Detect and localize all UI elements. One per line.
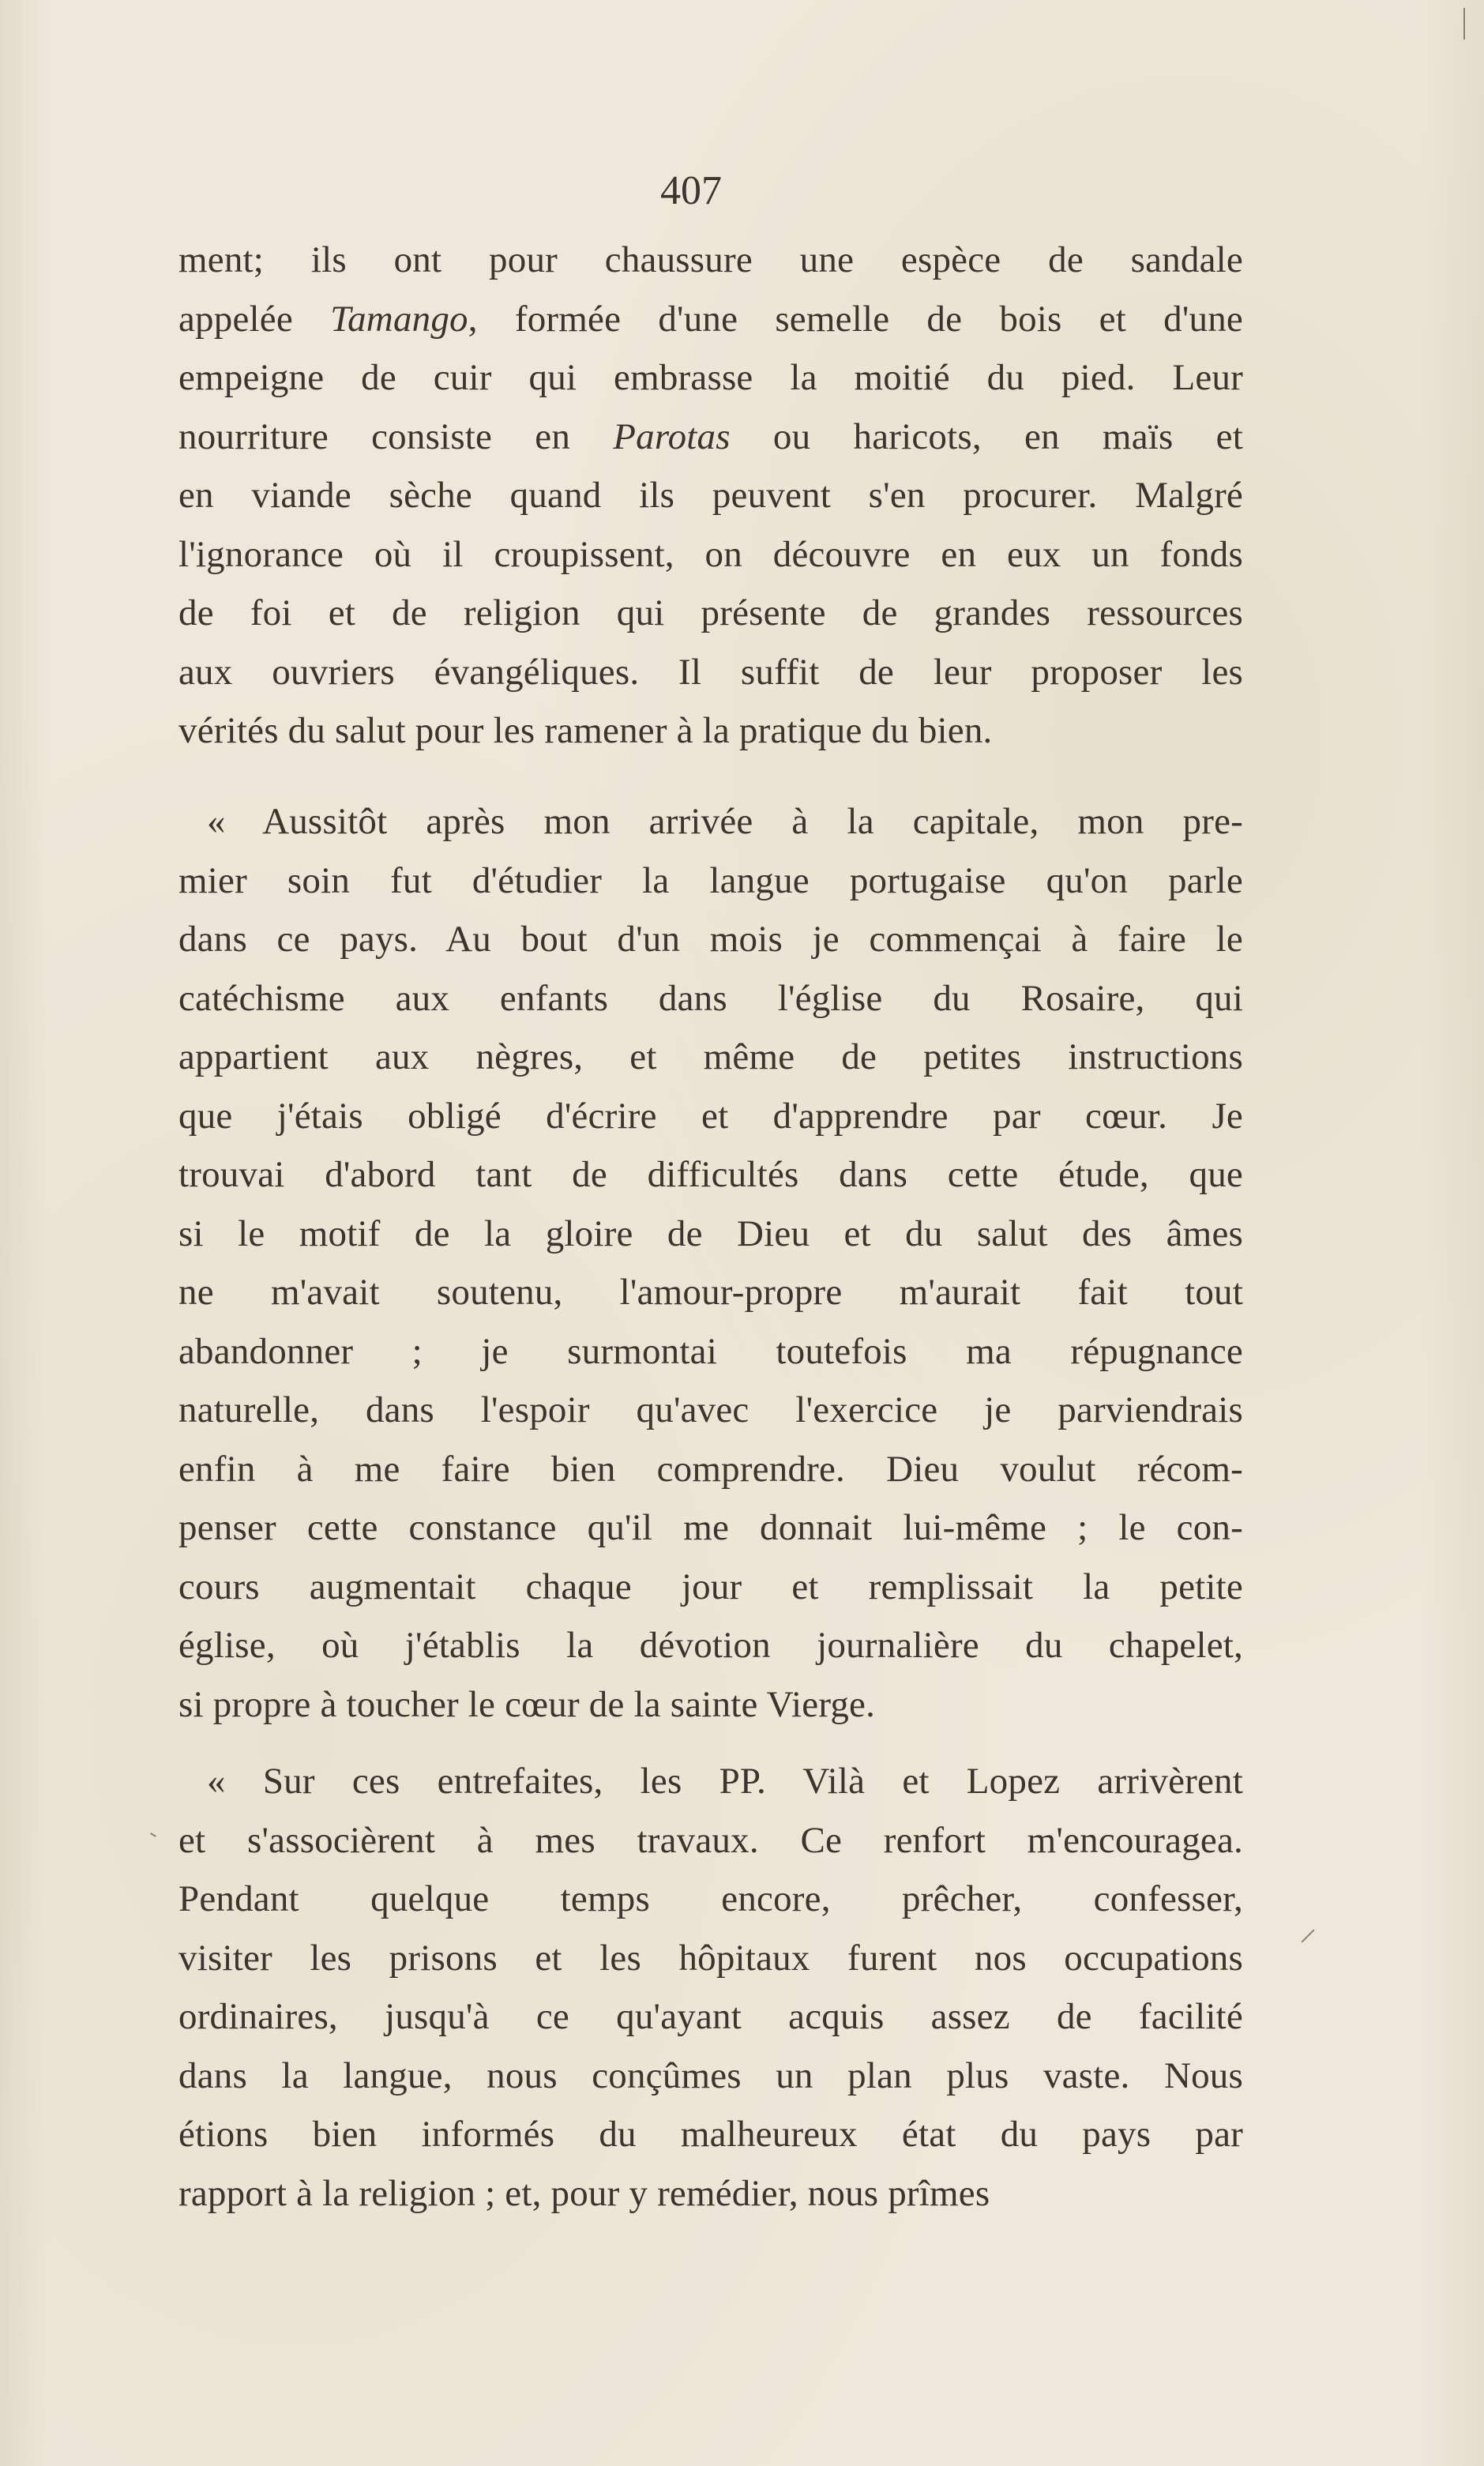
text-line: trouvai d'abord tant de difficultés dans cette étude, que bbox=[178, 1154, 1243, 1195]
italic-term: Parotas bbox=[613, 415, 731, 457]
text-line: vérités du salut pour les ramener à la pratique du bien. bbox=[178, 710, 993, 751]
text-line: de foi et de religion qui présente de grandes ressources bbox=[178, 592, 1243, 633]
margin-mark bbox=[1302, 1930, 1315, 1943]
text-line: empeigne de cuir qui embrasse la moitié du pied. Leur bbox=[178, 357, 1243, 398]
text-line: Pendant quelque temps encore, prêcher, confesser, bbox=[178, 1878, 1243, 1919]
text-line: enfin à me faire bien comprendre. Dieu voulut récom- bbox=[178, 1448, 1243, 1490]
text-line: appartient aux nègres, et même de petites instructions bbox=[178, 1036, 1243, 1077]
text-line: catéchisme aux enfants dans l'église du Rosaire, qui bbox=[178, 977, 1243, 1019]
text-line: mier soin fut d'étudier la langue portugaise qu'on parle bbox=[178, 859, 1243, 901]
text-line: étions bien informés du malheureux état du pays par bbox=[178, 2114, 1243, 2155]
text-line: naturelle, dans l'espoir qu'avec l'exercice je parviendrais bbox=[178, 1389, 1243, 1430]
paragraph-3 bbox=[178, 1752, 1243, 2223]
text-line: aux ouvriers évangéliques. Il suffit de leur proposer les bbox=[178, 651, 1243, 693]
text-line: visiter les prisons et les hôpitaux furent nos occupations bbox=[178, 1937, 1243, 1979]
margin-mark bbox=[150, 1833, 156, 1837]
margin-mark bbox=[1463, 8, 1465, 39]
text-line: cours augmentait chaque jour et remplissait la petite bbox=[178, 1566, 1243, 1607]
text-line: l'ignorance où il croupissent, on découvre en eux un fonds bbox=[178, 533, 1243, 575]
text-line: « Sur ces entrefaites, les PP. Vilà et Lopez arrivèrent bbox=[207, 1761, 1243, 1802]
text-line: appelée Tamango, formée d'une semelle de bois et d'une bbox=[178, 298, 1243, 340]
text-line: ment; ils ont pour chaussure une espèce de sandale bbox=[178, 239, 1243, 280]
italic-term: Tamango bbox=[330, 298, 468, 340]
paragraph-1 bbox=[178, 231, 1243, 761]
text-line: dans la langue, nous conçûmes un plan plus vaste. Nous bbox=[178, 2054, 1243, 2096]
text-line: ordinaires, jusqu'à ce qu'ayant acquis assez de facilité bbox=[178, 1996, 1243, 2037]
text-line: si propre à toucher le cœur de la sainte Vierge. bbox=[178, 1683, 876, 1725]
text-line: dans ce pays. Au bout d'un mois je commençai à faire le bbox=[178, 919, 1243, 960]
text-line: abandonner ; je surmontai toutefois ma répugnance bbox=[178, 1330, 1243, 1372]
text-line: ne m'avait soutenu, l'amour-propre m'aurait fait tout bbox=[178, 1272, 1243, 1313]
page-number: 407 bbox=[660, 168, 722, 213]
text-line: rapport à la religion ; et, pour y remédier, nous prîmes bbox=[178, 2172, 990, 2214]
text-line: église, où j'établis la dévotion journalière du chapelet, bbox=[178, 1625, 1243, 1666]
paragraph-2 bbox=[178, 792, 1243, 1734]
text-line: penser cette constance qu'il me donnait lui-même ; le con- bbox=[178, 1507, 1243, 1548]
text-line: et s'associèrent à mes travaux. Ce renfort m'encouragea. bbox=[178, 1819, 1243, 1861]
text-line: nourriture consiste en Parotas ou haricots, en maïs et bbox=[178, 415, 1243, 457]
text-line: que j'étais obligé d'écrire et d'apprendre par cœur. Je bbox=[178, 1095, 1243, 1137]
text-line: si le motif de la gloire de Dieu et du salut des âmes bbox=[178, 1212, 1243, 1254]
text-line: « Aussitôt après mon arrivée à la capitale, mon pre- bbox=[207, 801, 1243, 842]
text-line: en viande sèche quand ils peuvent s'en procurer. Malgré bbox=[178, 475, 1243, 516]
